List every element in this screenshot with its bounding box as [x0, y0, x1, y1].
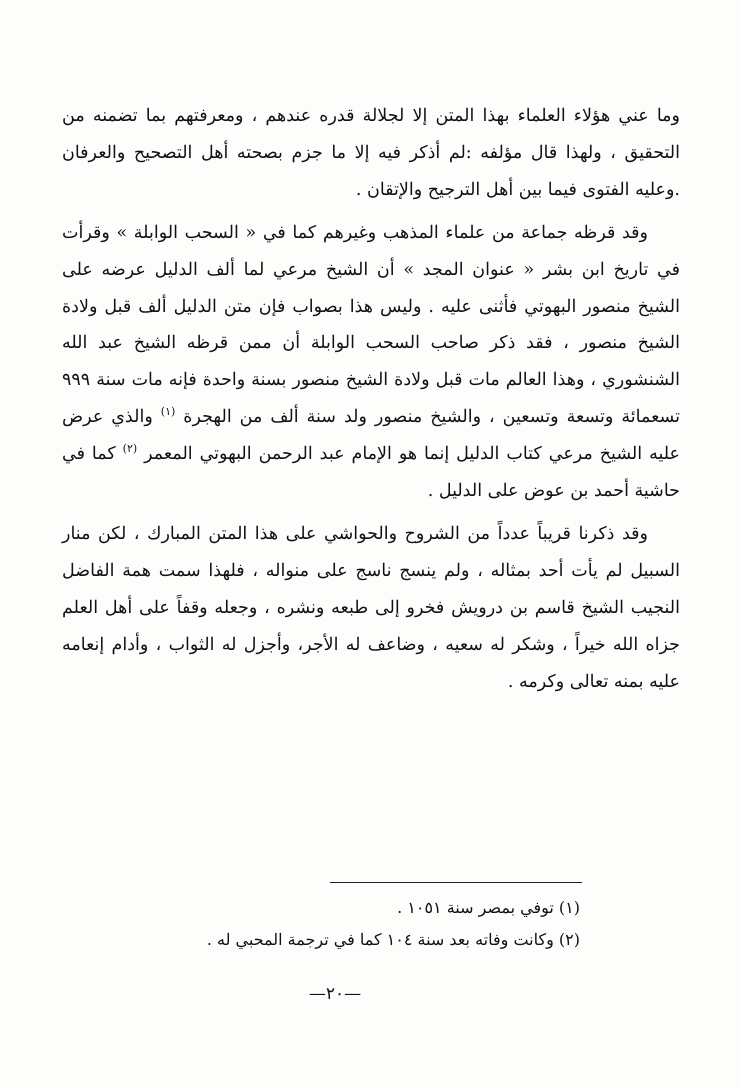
- paragraph-1: [62, 98, 680, 209]
- paragraph-1-text: وما عني هؤلاء العلماء بهذا المتن إلا لجلالة قدره عندهم ، ومعرفتهم بما تضمنه من التحقيق ، ولهذا قال مؤلفه :لم أذكر فيه إلا ما جزم بصحته أهل التصحيح والعرفان .وعليه الفتوى فيما بين أهل الترجيح والإتقان .: [62, 106, 680, 200]
- paragraph-2-text: وقد قرظه جماعة من علماء المذهب وغيرهم كما في « السحب الوابلة » وقرأت في تاريخ ابن بشر « عنوان المجد » أن الشيخ مرعي لما ألف الدليل عرضه على الشيخ منصور البهوتي فأثنى عليه . وليس هذا بصواب فإن متن الدليل ألف قبل ولادة الشيخ منصور ، فقد ذكر صاحب السحب الوابلة أن ممن قرظه الشيخ عبد الله الشنشوري ، وهذا العالم مات قبل ولادة الشيخ منصور بسنة واحدة فإنه مات سنة ٩٩٩ تسعمائة وتسعة وتسعين ، والشيخ منصور ولد سنة ألف من الهجرة: [62, 222, 680, 428]
- paragraph-2-text-end: كما في حاشية أحمد بن عوض على الدليل .: [62, 444, 680, 502]
- paragraph-2: [62, 215, 680, 510]
- footnote-ref-1: (١): [160, 405, 176, 419]
- main-text: [62, 98, 680, 707]
- footnote-ref-2: (٢): [122, 442, 138, 456]
- footnote-1: (١) توفي بمصر سنة ١٠٥١ .: [397, 898, 580, 917]
- footnote-2: (٢) وكانت وفاته بعد سنة ١٠٤ كما في ترجمة المحبي له .: [206, 930, 580, 949]
- footnote-divider: [330, 882, 582, 883]
- paragraph-2-text-after: والذي عرض عليه الشيخ مرعي كتاب الدليل إنما هو الإمام عبد الرحمن البهوتي المعمر: [62, 407, 680, 465]
- paragraph-3: [62, 516, 680, 701]
- footnotes: [180, 892, 580, 956]
- page-number: —٢٠—: [308, 984, 362, 1004]
- paragraph-3-text: وقد ذكرنا قريباً عدداً من الشروح والحواشي على هذا المتن المبارك ، لكن منار السبيل لم يأت أحد بمثاله ، ولم ينسج ناسج على منواله ، فلهذا سمت همة الفاضل النجيب الشيخ قاسم بن درويش فخرو إلى طبعه ونشره ، وجعله وقفاً على أهل العلم جزاه الله خيراً ، وشكر له سعيه ، وضاعف له الأجر، وأجزل له الثواب ، وأدام إنعامه عليه بمنه تعالى وكرمه .: [62, 523, 680, 692]
